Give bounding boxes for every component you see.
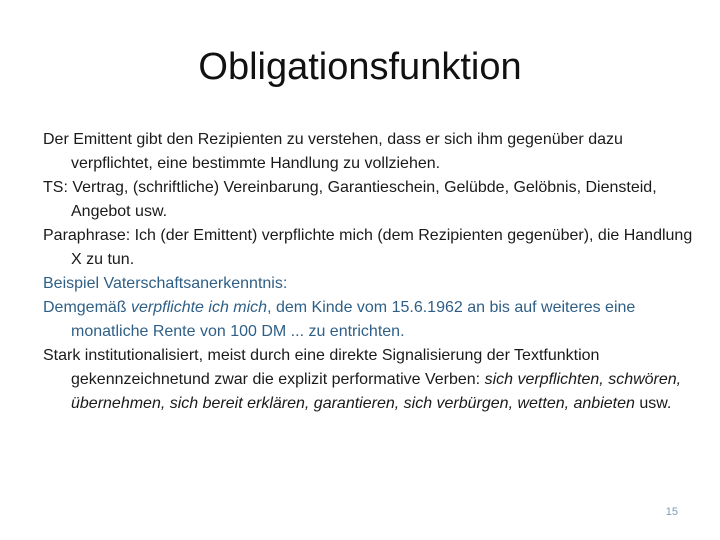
paragraph-textsorten-text: TS: Vertrag, (schriftliche) Vereinbarung, Garantieschein, Gelübde, Gelöbnis, Diensteid, Angebot usw.: [43, 179, 657, 220]
institutionalized-pre: Stark institutionalisiert, meist durch eine direkte Signalisierung der Textfunktion gekennzeichnetund zwar die explizit performative Verben:: [43, 347, 600, 388]
performative-verbs: sich verpflichten, schwören, übernehmen, sich bereit erklären, garantieren, sich verbürgen, wetten, anbieten: [71, 371, 682, 412]
paragraph-institutionalized: [43, 344, 693, 416]
slide-title: Obligationsfunktion: [198, 46, 522, 88]
page-number: 15: [665, 506, 678, 518]
slide-body: [43, 128, 693, 416]
paragraph-paraphrase: [43, 224, 693, 272]
paragraph-textsorten: [43, 176, 693, 224]
paragraph-example-heading: [43, 272, 693, 296]
institutionalized-post: usw.: [634, 395, 672, 412]
example-quote-post: , dem Kinde vom 15.6.1962 an bis auf weiteres eine monatliche Rente von 100 DM ... zu entrichten.: [71, 299, 636, 340]
paragraph-definition-text: Der Emittent gibt den Rezipienten zu verstehen, dass er sich ihm gegenüber dazu verpflichtet, eine bestimmte Handlung zu vollziehen.: [43, 131, 623, 172]
example-quote-emphasis: verpflichte ich mich: [131, 299, 268, 316]
paragraph-example-quote: [43, 296, 693, 344]
paragraph-paraphrase-text: Paraphrase: Ich (der Emittent) verpflichte mich (dem Rezipienten gegenüber), die Handlung X zu tun.: [43, 227, 693, 268]
example-quote-pre: Demgemäß: [43, 299, 132, 316]
paragraph-definition: [43, 128, 693, 176]
paragraph-example-heading-text: Beispiel Vaterschaftsanerkenntnis:: [43, 275, 288, 292]
